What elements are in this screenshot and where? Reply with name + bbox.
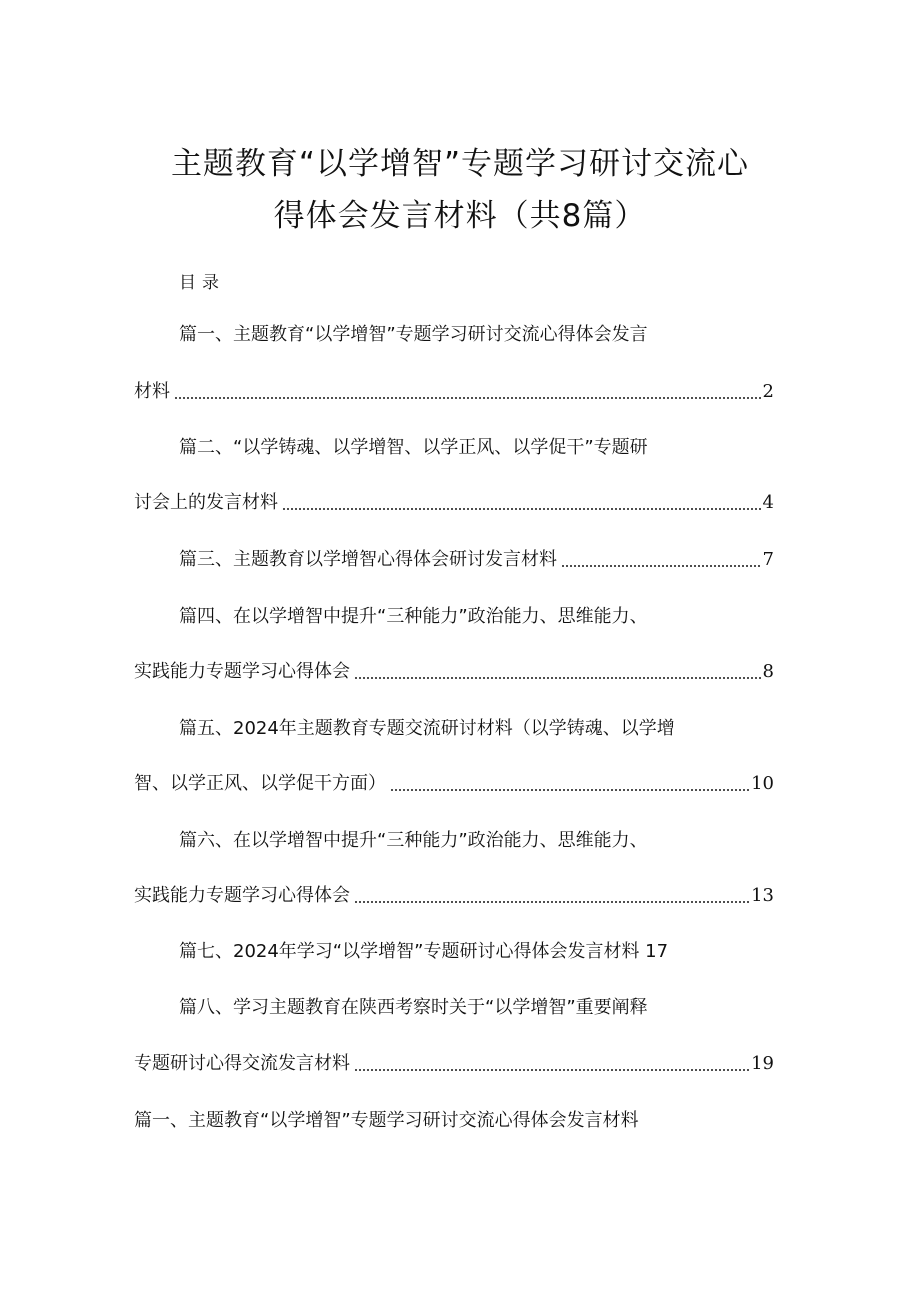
toc-entry-8-line-1[interactable]: 篇八、学习主题教育在陕西考察时关于“以学增智”重要阐释: [179, 997, 648, 1018]
toc-entry-5-page: 10: [751, 773, 774, 794]
toc-entry-8-text: 专题研讨心得交流发言材料: [134, 1053, 350, 1074]
toc-entry-7[interactable]: 篇七、2024年学习“以学增智”专题研讨心得体会发言材料 17: [179, 941, 669, 962]
toc-entry-3-text: 篇三、主题教育以学增智心得体会研讨发言材料: [179, 549, 557, 570]
toc-entry-1-text: 材料: [134, 381, 170, 402]
title-line-1: 主题教育“以学增智”专题学习研讨交流心: [170, 146, 750, 182]
toc-entry-2-page: 4: [762, 492, 774, 513]
section-heading: 篇一、主题教育“以学增智”专题学习研讨交流心得体会发言材料: [134, 1110, 639, 1131]
toc-entry-3[interactable]: [179, 545, 774, 575]
toc-entry-4-text: 实践能力专题学习心得体会: [134, 661, 350, 682]
toc-entry-6-line-1[interactable]: 篇六、在以学增智中提升“三种能力”政治能力、思维能力、: [179, 830, 648, 851]
toc-entry-8-line-2[interactable]: [134, 1049, 774, 1079]
toc-entry-3-page: 7: [762, 549, 774, 570]
toc-entry-6-page: 13: [751, 885, 774, 906]
toc-entry-6-text: 实践能力专题学习心得体会: [134, 885, 350, 906]
toc-heading: 目录: [179, 273, 225, 293]
toc-entry-6-line-2[interactable]: [134, 881, 774, 911]
toc-entry-2-line-2[interactable]: [134, 488, 774, 518]
toc-entry-1-page: 2: [762, 381, 774, 402]
toc-leader-dots: [354, 677, 761, 679]
toc-entry-1-line-1[interactable]: 篇一、主题教育“以学增智”专题学习研讨交流心得体会发言: [179, 324, 648, 345]
document-title: [100, 138, 820, 242]
toc-leader-dots: [354, 1069, 749, 1071]
toc-entry-4-page: 8: [762, 661, 774, 682]
title-line-2: 得体会发言材料（共8篇）: [273, 198, 647, 234]
toc-entry-5-line-2[interactable]: [134, 769, 774, 799]
toc-entry-8-page: 19: [751, 1053, 774, 1074]
toc-entry-5-line-1[interactable]: 篇五、2024年主题教育专题交流研讨材料（以学铸魂、以学增: [179, 718, 675, 739]
toc-entry-1-line-2[interactable]: [134, 377, 774, 407]
toc-entry-4-line-2[interactable]: [134, 657, 774, 687]
toc-entry-2-line-1[interactable]: 篇二、“以学铸魂、以学增智、以学正风、以学促干”专题研: [179, 437, 648, 458]
toc-entry-2-text: 讨会上的发言材料: [134, 492, 278, 513]
toc-leader-dots: [174, 397, 761, 399]
toc-entry-5-text: 智、以学正风、以学促干方面）: [134, 773, 386, 794]
toc-leader-dots: [354, 901, 749, 903]
toc-entry-4-line-1[interactable]: 篇四、在以学增智中提升“三种能力”政治能力、思维能力、: [179, 606, 648, 627]
toc-leader-dots: [390, 789, 749, 791]
toc-leader-dots: [561, 565, 761, 567]
toc-leader-dots: [282, 508, 761, 510]
